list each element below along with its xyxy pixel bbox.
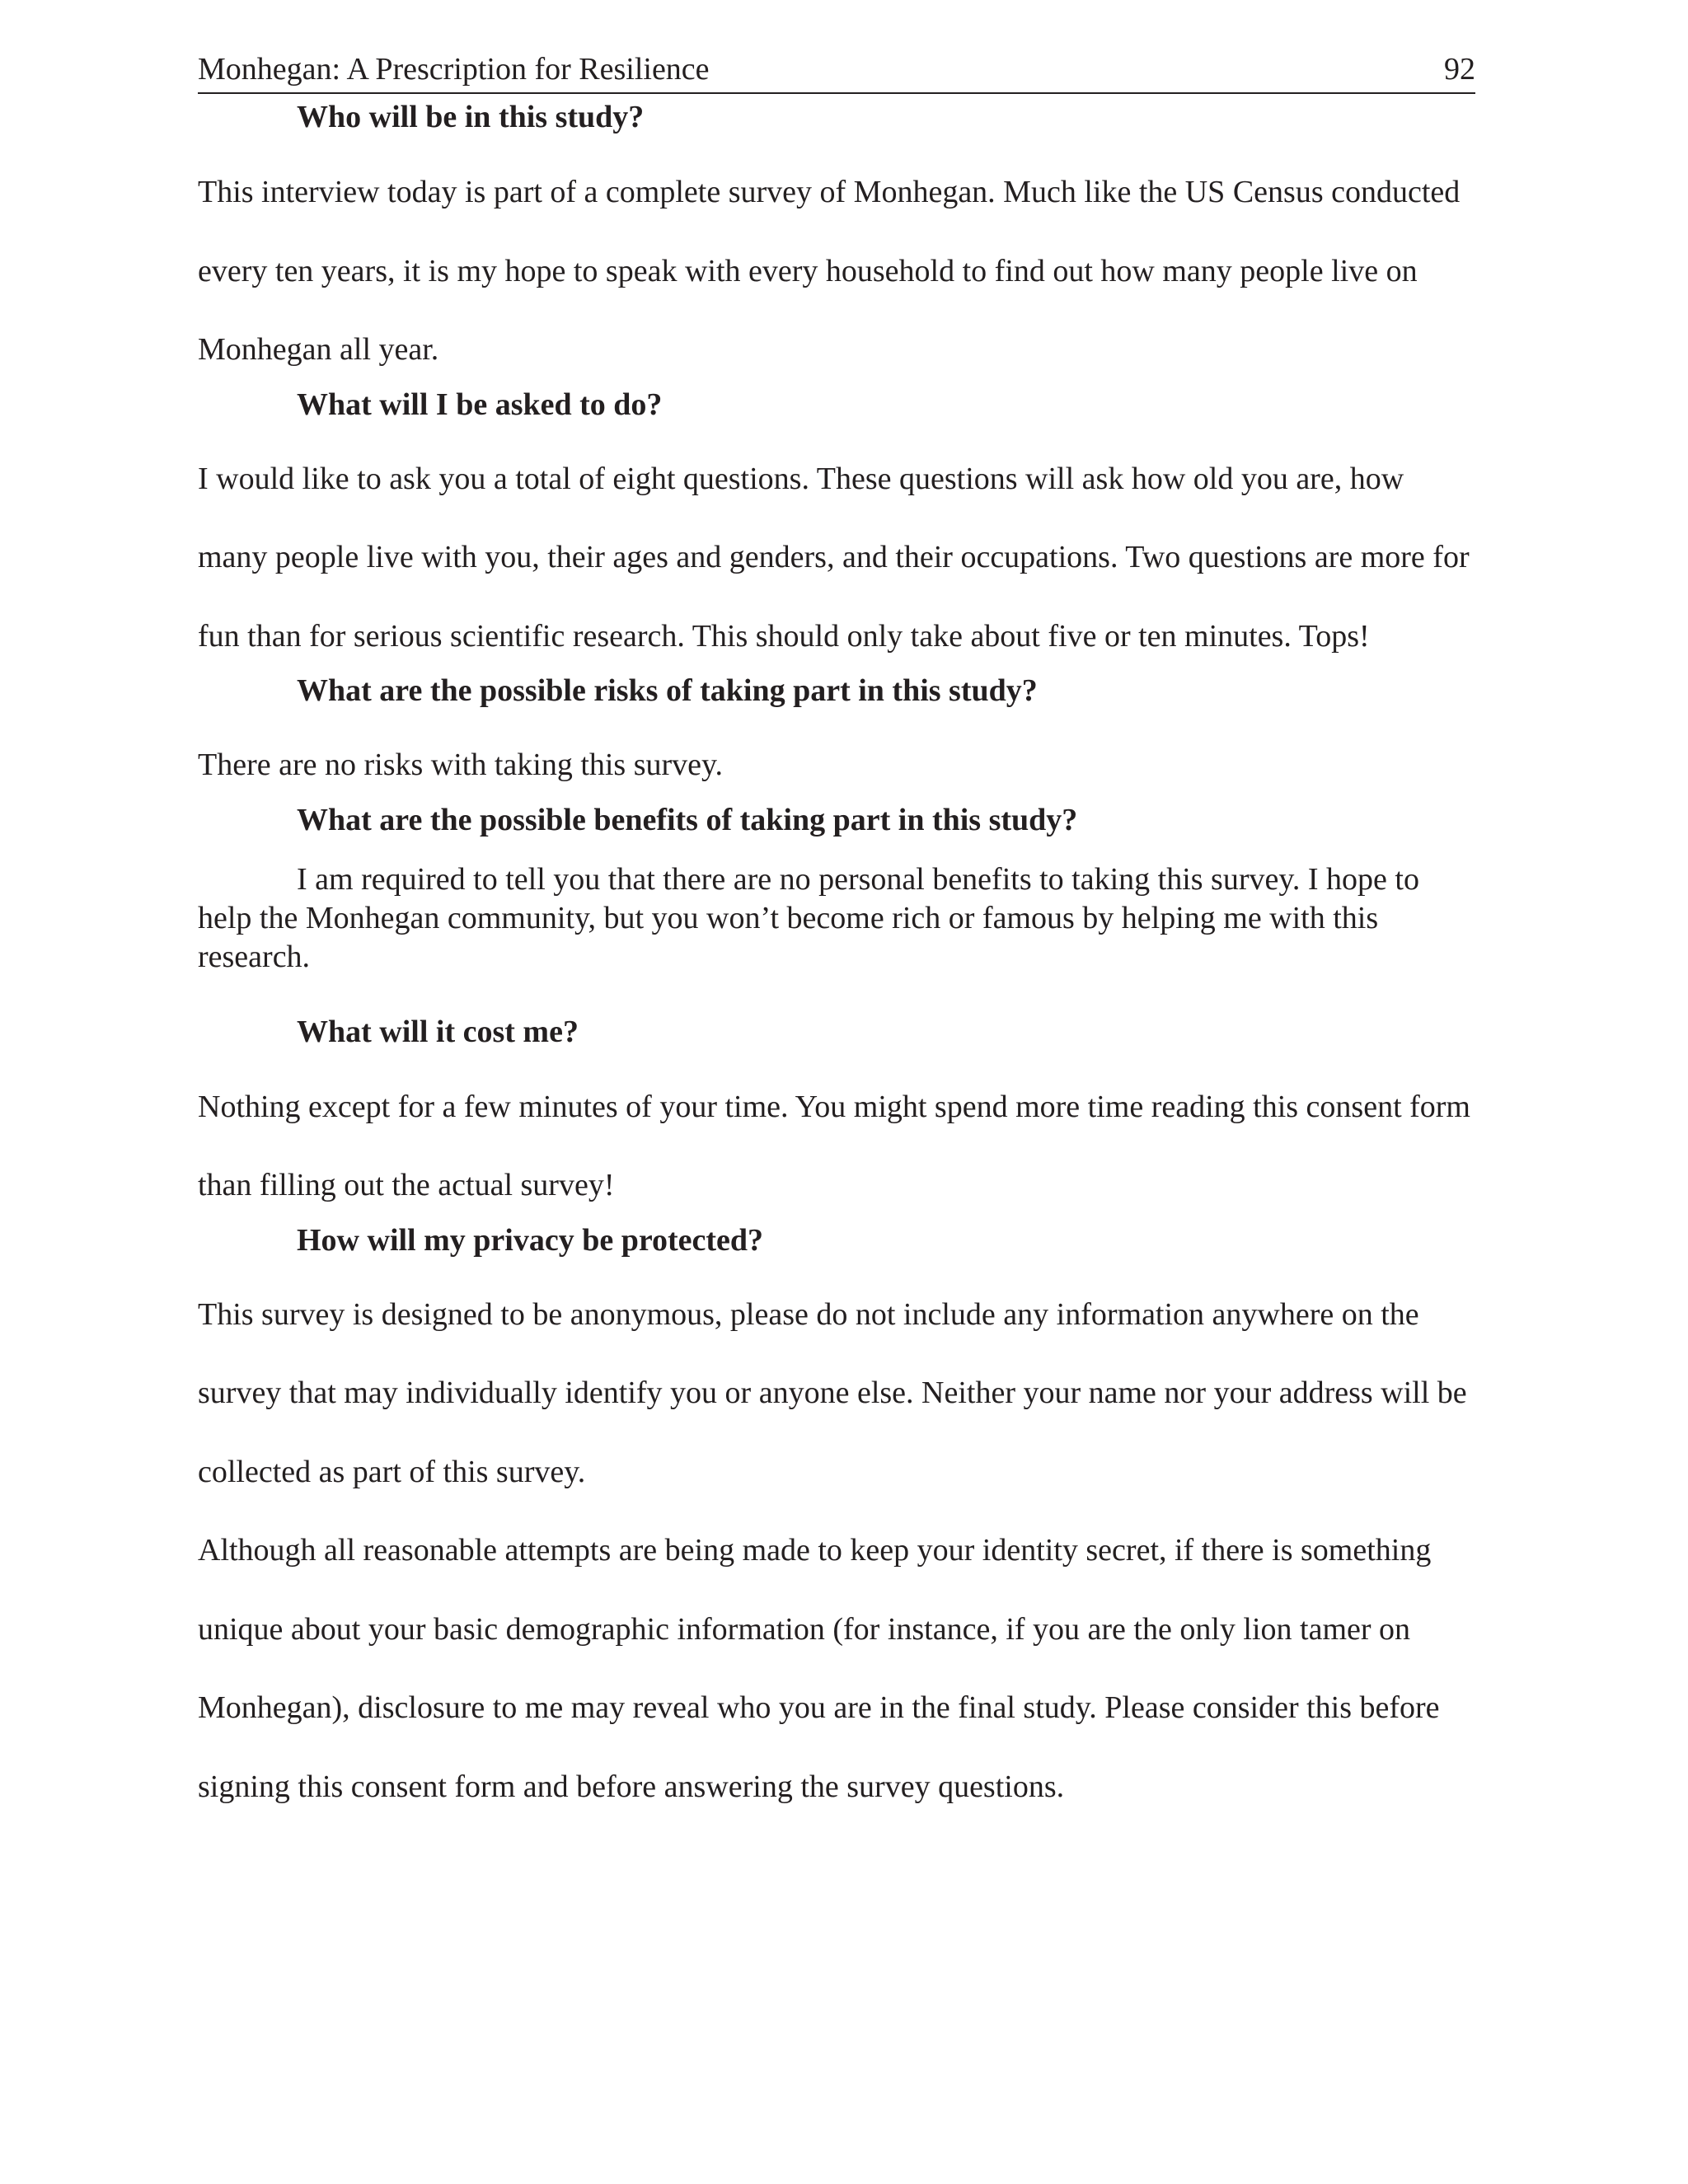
paragraph-privacy-disclosure: Although all reasonable attempts are being made to keep your identity secret, if there is something unique about your basic demographic information (for instance, if you are the only lion tamer on Monhegan), disclosure to me may reveal who you are in the final study. Please consider this before signing this consent form and before answering the survey questions. [198, 1533, 1440, 1804]
heading-what-asked-to-do: What will I be asked to do? [297, 387, 663, 422]
paragraph-possible-benefits: I am required to tell you that there are no personal benefits to taking this survey. I hope to help the Monhegan community, but you won’t become rich or famous by helping me with this research. [198, 861, 1419, 974]
heading-who-will-be-in-study: Who will be in this study? [297, 100, 645, 134]
heading-possible-benefits: What are the possible benefits of taking part in this study? [297, 802, 1078, 837]
paragraph-possible-risks: There are no risks with taking this survey. [198, 748, 724, 782]
paragraph-what-asked-to-do: I would like to ask you a total of eight questions. These questions will ask how old you are, how many people live with you, their ages and genders, and their occupations. Two questions are more for fun than for serious scientific research. This should only take about five or ten minutes. Tops! [198, 461, 1470, 654]
page-number: 92 [1444, 52, 1475, 87]
heading-privacy-protected: How will my privacy be protected? [297, 1222, 764, 1258]
heading-what-will-it-cost: What will it cost me? [297, 1014, 579, 1049]
page-header [198, 46, 1475, 94]
running-title: Monhegan: A Prescription for Resilience [198, 52, 710, 87]
paragraph-privacy-anonymous: This survey is designed to be anonymous, please do not include any information anywhere on the survey that may individually identify you or anyone else. Neither your name nor your address will be collected as part of this survey. [198, 1296, 1467, 1489]
paragraph-what-will-it-cost: Nothing except for a few minutes of your time. You might spend more time reading this consent form than filling out the actual survey! [198, 1089, 1470, 1202]
page-content [198, 89, 1475, 1826]
heading-possible-risks: What are the possible risks of taking part in this study? [297, 673, 1038, 708]
paragraph-who-will-be-in-study: This interview today is part of a complete survey of Monhegan. Much like the US Census conducted every ten years, it is my hope to speak with every household to find out how many people live on Monhegan all year. [198, 175, 1461, 367]
